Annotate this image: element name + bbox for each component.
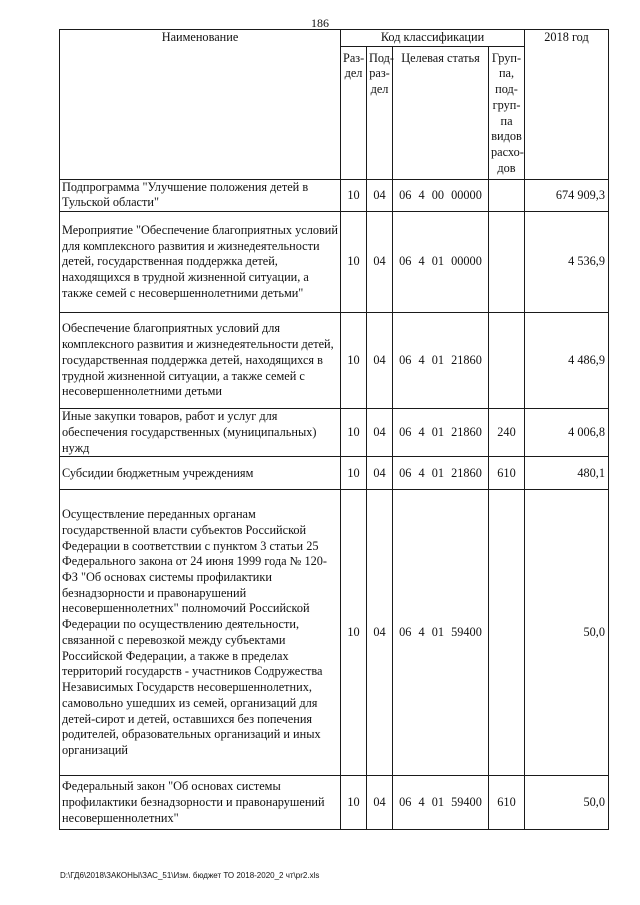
row-amount: 4 006,8 — [525, 409, 609, 457]
row-target: 06 4 01 59400 — [393, 776, 489, 830]
row-group — [489, 179, 525, 211]
row-group — [489, 212, 525, 313]
row-name: Субсидии бюджетным учреждениям — [60, 457, 341, 490]
row-amount: 4 536,9 — [525, 212, 609, 313]
budget-table — [59, 29, 609, 830]
row-section: 10 — [341, 313, 367, 409]
header-classification-code: Код классификации — [341, 30, 525, 47]
table-row — [60, 776, 609, 830]
header-group: Груп- па, под- груп- па видов расхо- дов — [489, 46, 525, 179]
header-row — [60, 30, 609, 47]
table-row — [60, 313, 609, 409]
page-number: 186 — [311, 16, 329, 30]
table-row — [60, 212, 609, 313]
row-section: 10 — [341, 179, 367, 211]
row-name: Осуществление переданных органам государственной власти субъектов Российской Федерации в соответствии с пунктом 3 статьи 25 Федерального закона от 24 июня 1999 года № 120-ФЗ "Об основах системы профилактики безнадзорности и правонарушений несовершеннолетних" полномочий Российской Федерации по осуществлению деятельности, связанной с перевозкой между субъектами Российской Федерации, а также в пределах территорий государств - участников Содружества Независимых Государств несовершеннолетних, самовольно ушедших из семей, организаций для детей-сирот и детей, оставшихся без попечения родителей, образовательных организаций и иных организаций — [60, 490, 341, 776]
table-row — [60, 179, 609, 211]
row-target: 06 4 00 00000 — [393, 179, 489, 211]
footer-file-path: D:\ГД6\2018\ЗАКОНЫ\ЗАС_51\Изм. бюджет ТО 2018-2020_2 чт\pr2.xls — [60, 871, 320, 880]
table-row — [60, 457, 609, 490]
header-year: 2018 год — [525, 30, 609, 180]
row-subsection: 04 — [367, 313, 393, 409]
row-name: Мероприятие "Обеспечение благоприятных условий для комплексного развития и жизнедеятельности детей, государственная поддержка детей, находящихся в трудной жизненной ситуации, а также семей с несовершеннолетними детьми" — [60, 212, 341, 313]
row-subsection: 04 — [367, 409, 393, 457]
header-section: Раз- дел — [341, 46, 367, 179]
table-row — [60, 490, 609, 776]
row-subsection: 04 — [367, 457, 393, 490]
row-subsection: 04 — [367, 212, 393, 313]
row-target: 06 4 01 59400 — [393, 490, 489, 776]
row-section: 10 — [341, 212, 367, 313]
row-name: Федеральный закон "Об основах системы профилактики безнадзорности и правонарушений несовершеннолетних" — [60, 776, 341, 830]
row-name: Обеспечение благоприятных условий для комплексного развития и жизнедеятельности детей, государственная поддержка детей, находящихся в трудной жизненной ситуации, а также семей с несовершеннолетними детьми — [60, 313, 341, 409]
header-target-article: Целевая статья — [393, 46, 489, 179]
row-group: 610 — [489, 776, 525, 830]
row-amount: 480,1 — [525, 457, 609, 490]
row-section: 10 — [341, 457, 367, 490]
row-subsection: 04 — [367, 179, 393, 211]
row-section: 10 — [341, 409, 367, 457]
row-name: Подпрограмма "Улучшение положения детей в Тульской области" — [60, 179, 341, 211]
row-name: Иные закупки товаров, работ и услуг для обеспечения государственных (муниципальных) нужд — [60, 409, 341, 457]
row-target: 06 4 01 21860 — [393, 313, 489, 409]
row-group: 610 — [489, 457, 525, 490]
row-group — [489, 490, 525, 776]
row-amount: 4 486,9 — [525, 313, 609, 409]
header-subsection: Под- раз- дел — [367, 46, 393, 179]
row-group: 240 — [489, 409, 525, 457]
row-subsection: 04 — [367, 776, 393, 830]
table-row — [60, 409, 609, 457]
row-amount: 674 909,3 — [525, 179, 609, 211]
header-name: Наименование — [60, 30, 341, 180]
row-section: 10 — [341, 776, 367, 830]
row-target: 06 4 01 21860 — [393, 457, 489, 490]
row-amount: 50,0 — [525, 776, 609, 830]
row-section: 10 — [341, 490, 367, 776]
row-target: 06 4 01 21860 — [393, 409, 489, 457]
row-amount: 50,0 — [525, 490, 609, 776]
row-group — [489, 313, 525, 409]
row-target: 06 4 01 00000 — [393, 212, 489, 313]
row-subsection: 04 — [367, 490, 393, 776]
